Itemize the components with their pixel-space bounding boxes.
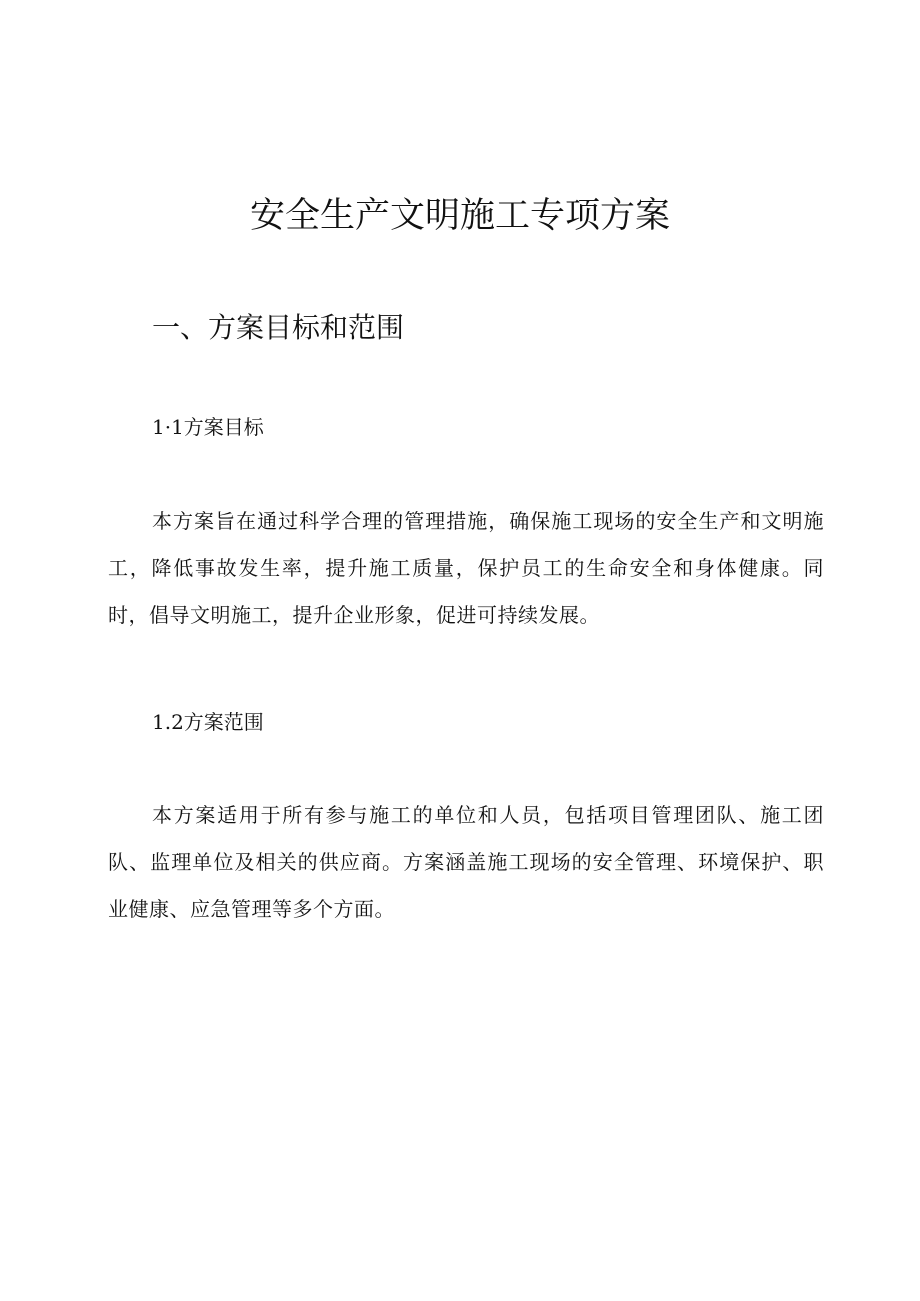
subsection-heading-goals: 1·1方案目标 [152,415,264,439]
section-heading-goals-scope: 一、方案目标和范围 [152,311,405,344]
paragraph-scope: 本方案适用于所有参与施工的单位和人员，包括项目管理团队、施工团队、监理单位及相关的供应商。方案涵盖施工现场的安全管理、环境保护、职业健康、应急管理等多个方面。 [108,803,824,921]
subsection-heading-scope: 1.2方案范围 [152,710,264,734]
paragraph-goals: 本方案旨在通过科学合理的管理措施，确保施工现场的安全生产和文明施工，降低事故发生率，提升施工质量，保护员工的生命安全和身体健康。同时，倡导文明施工，提升企业形象，促进可持续发展。 [108,509,824,627]
document-title: 安全生产文明施工专项方案 [249,196,670,236]
